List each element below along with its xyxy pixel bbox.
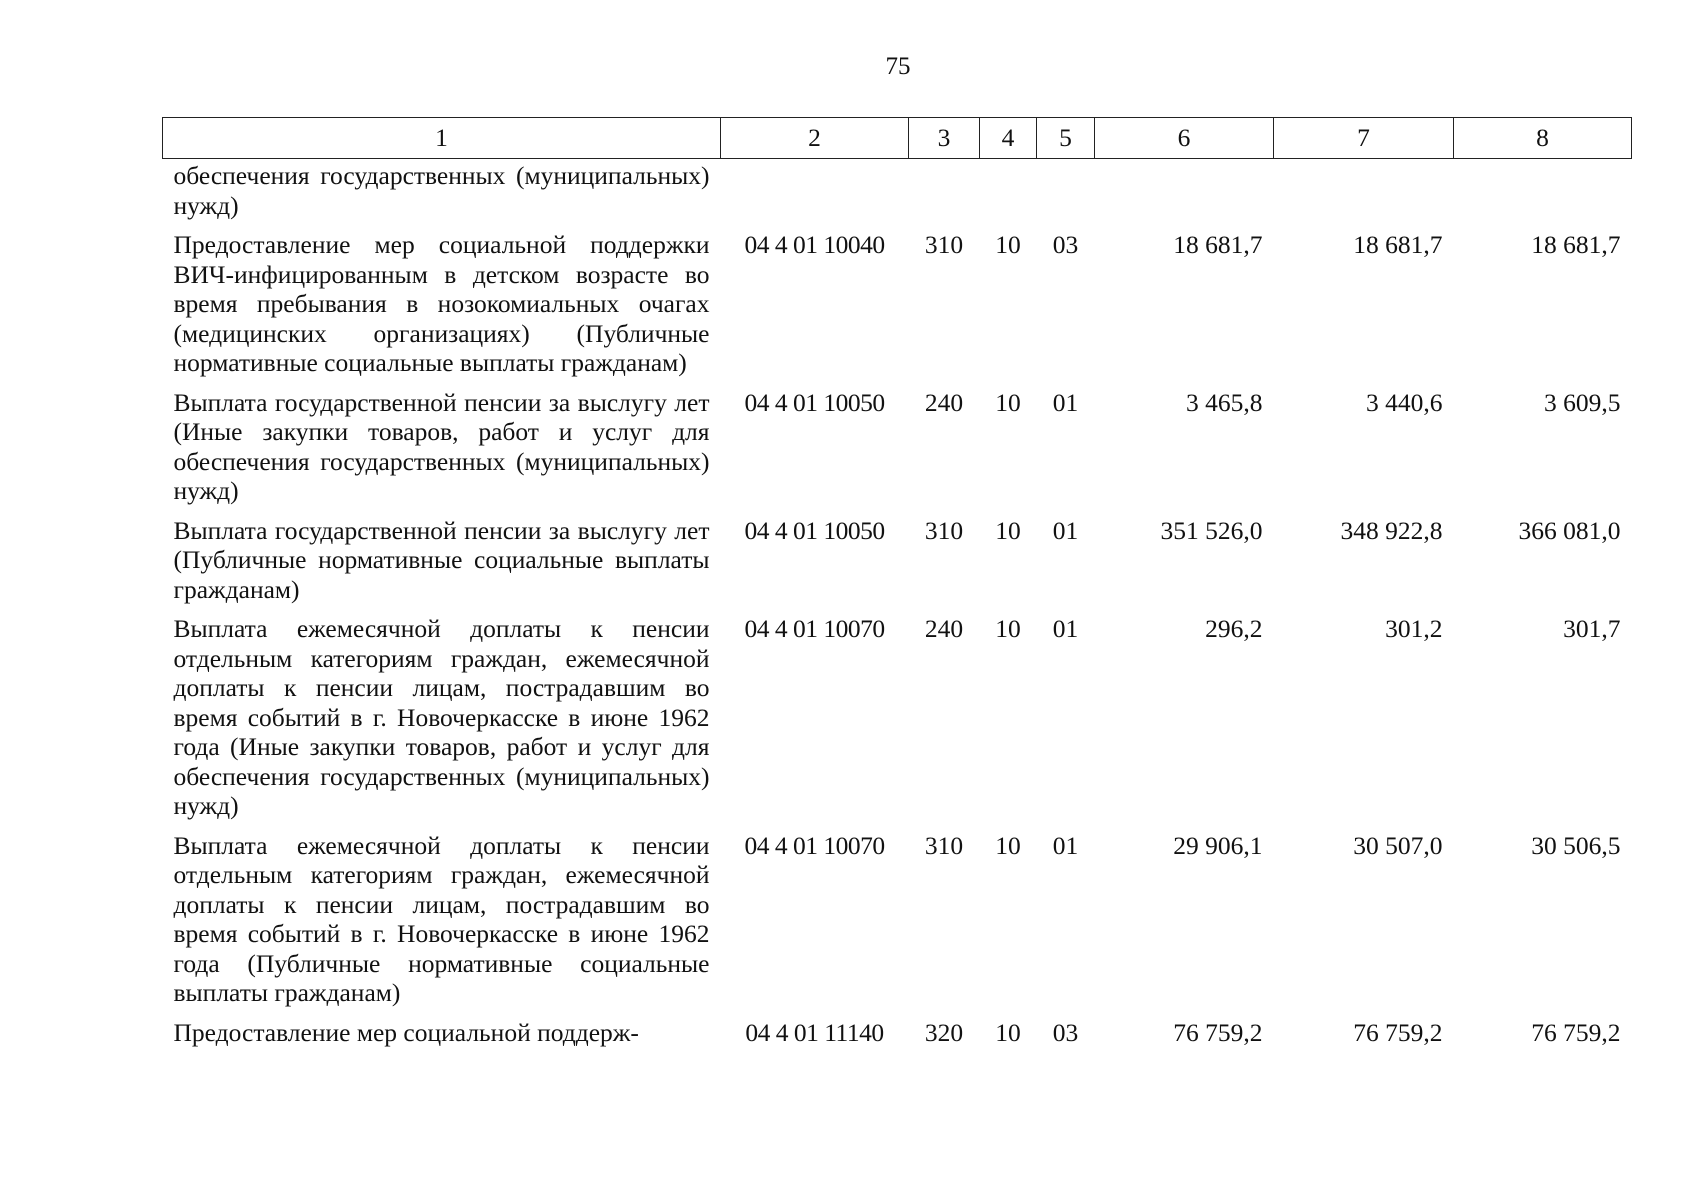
header-col-1: 1 — [163, 118, 721, 159]
header-col-3: 3 — [909, 118, 980, 159]
page-number: 75 — [885, 53, 911, 80]
row-rz: 10 — [995, 515, 1021, 545]
row-pr: 01 — [1052, 614, 1079, 643]
header-col-2: 2 — [721, 118, 909, 159]
row-year1: 76 759,2 — [1173, 1017, 1263, 1047]
table-row — [163, 1018, 1632, 1058]
row-year1: 296,2 — [1205, 614, 1263, 643]
row-pr: 03 — [1052, 230, 1079, 259]
table-row — [163, 388, 1632, 516]
row-year3: 301,7 — [1563, 614, 1621, 643]
row-rz — [980, 159, 1037, 231]
row-vr: 310 — [924, 830, 964, 860]
row-name: обеспечения государственных (муниципальных) нужд) — [173, 161, 710, 220]
row-pr: 01 — [1052, 515, 1079, 545]
row-vr: 310 — [924, 230, 964, 259]
row-code: 04 4 01 10040 — [744, 230, 885, 259]
row-pr: 01 — [1052, 830, 1079, 860]
row-rz: 10 — [995, 387, 1021, 417]
table-row — [163, 614, 1632, 831]
row-year2: 76 759,2 — [1353, 1017, 1443, 1047]
row-year2: 18 681,7 — [1353, 230, 1443, 259]
row-year1: 29 906,1 — [1173, 830, 1263, 860]
row-vr: 320 — [924, 1017, 964, 1047]
table-row — [163, 230, 1632, 388]
row-code: 04 4 01 10050 — [744, 515, 885, 545]
row-name: Выплата ежемесячной доплаты к пенсии отдельным категориям граждан, ежемесячной доплаты к пенсии лицам, пострадавшим во время событий в г. Новочеркасске в июне 1962 года (Иные закупки товаров, работ и услуг для обеспечения государственных (муниципальных) нужд) — [173, 614, 710, 820]
row-year1: 3 465,8 — [1186, 387, 1263, 417]
row-code: 04 4 01 10070 — [744, 614, 885, 643]
row-name: Предоставление мер социальной поддержки ВИЧ-инфицированным в детском возрасте во время пребывания в нозокомиальных очагах (медицинских организациях) (Публичные нормативные социальные выплаты гражданам) — [173, 230, 710, 377]
row-year2: 3 440,6 — [1366, 387, 1443, 417]
row-vr — [909, 159, 980, 231]
row-year1: 351 526,0 — [1160, 515, 1263, 545]
row-rz: 10 — [995, 830, 1021, 860]
row-pr: 03 — [1052, 1017, 1079, 1047]
row-year2 — [1274, 159, 1454, 231]
row-year1 — [1095, 159, 1274, 231]
row-code: 04 4 01 10070 — [744, 830, 885, 860]
row-name: Выплата государственной пенсии за выслугу лет (Публичные нормативные социальные выплаты гражданам) — [173, 515, 710, 604]
header-col-5: 5 — [1037, 118, 1095, 159]
row-name: Выплата государственной пенсии за выслугу лет (Иные закупки товаров, работ и услуг для обеспечения государственных (муниципальных) нужд) — [173, 387, 710, 505]
row-vr: 310 — [924, 515, 964, 545]
header-row — [163, 118, 1632, 159]
header-col-8: 8 — [1454, 118, 1632, 159]
row-year2: 30 507,0 — [1353, 830, 1443, 860]
row-year2: 301,2 — [1385, 614, 1443, 643]
row-vr: 240 — [924, 387, 964, 417]
table-body — [163, 159, 1632, 1058]
header-col-4: 4 — [980, 118, 1037, 159]
row-pr — [1037, 159, 1095, 231]
row-year3: 18 681,7 — [1531, 230, 1621, 259]
header-col-6: 6 — [1095, 118, 1274, 159]
row-year3: 366 081,0 — [1518, 515, 1621, 545]
row-year1: 18 681,7 — [1173, 230, 1263, 259]
row-year3: 3 609,5 — [1544, 387, 1621, 417]
row-year3: 76 759,2 — [1531, 1017, 1621, 1047]
row-code: 04 4 01 11140 — [745, 1017, 884, 1047]
table-row — [163, 516, 1632, 615]
row-name: Предоставление мер социальной поддерж- — [173, 1017, 639, 1047]
table-header — [163, 118, 1632, 159]
row-code — [721, 159, 909, 231]
budget-table — [162, 117, 1632, 1057]
row-pr: 01 — [1052, 387, 1079, 417]
row-year3 — [1454, 159, 1632, 231]
row-rz: 10 — [995, 614, 1021, 643]
row-rz: 10 — [995, 1017, 1021, 1047]
row-rz: 10 — [995, 230, 1021, 259]
row-name: Выплата ежемесячной доплаты к пенсии отдельным категориям граждан, ежемесячной доплаты к пенсии лицам, пострадавшим во время событий в г. Новочеркасске в июне 1962 года (Публичные нормативные социальные выплаты гражданам) — [173, 830, 710, 1007]
row-year3: 30 506,5 — [1531, 830, 1621, 860]
row-code: 04 4 01 10050 — [744, 387, 885, 417]
header-col-7: 7 — [1274, 118, 1454, 159]
row-year2: 348 922,8 — [1340, 515, 1443, 545]
row-vr: 240 — [924, 614, 964, 643]
table-row — [163, 159, 1632, 231]
table-row — [163, 831, 1632, 1018]
